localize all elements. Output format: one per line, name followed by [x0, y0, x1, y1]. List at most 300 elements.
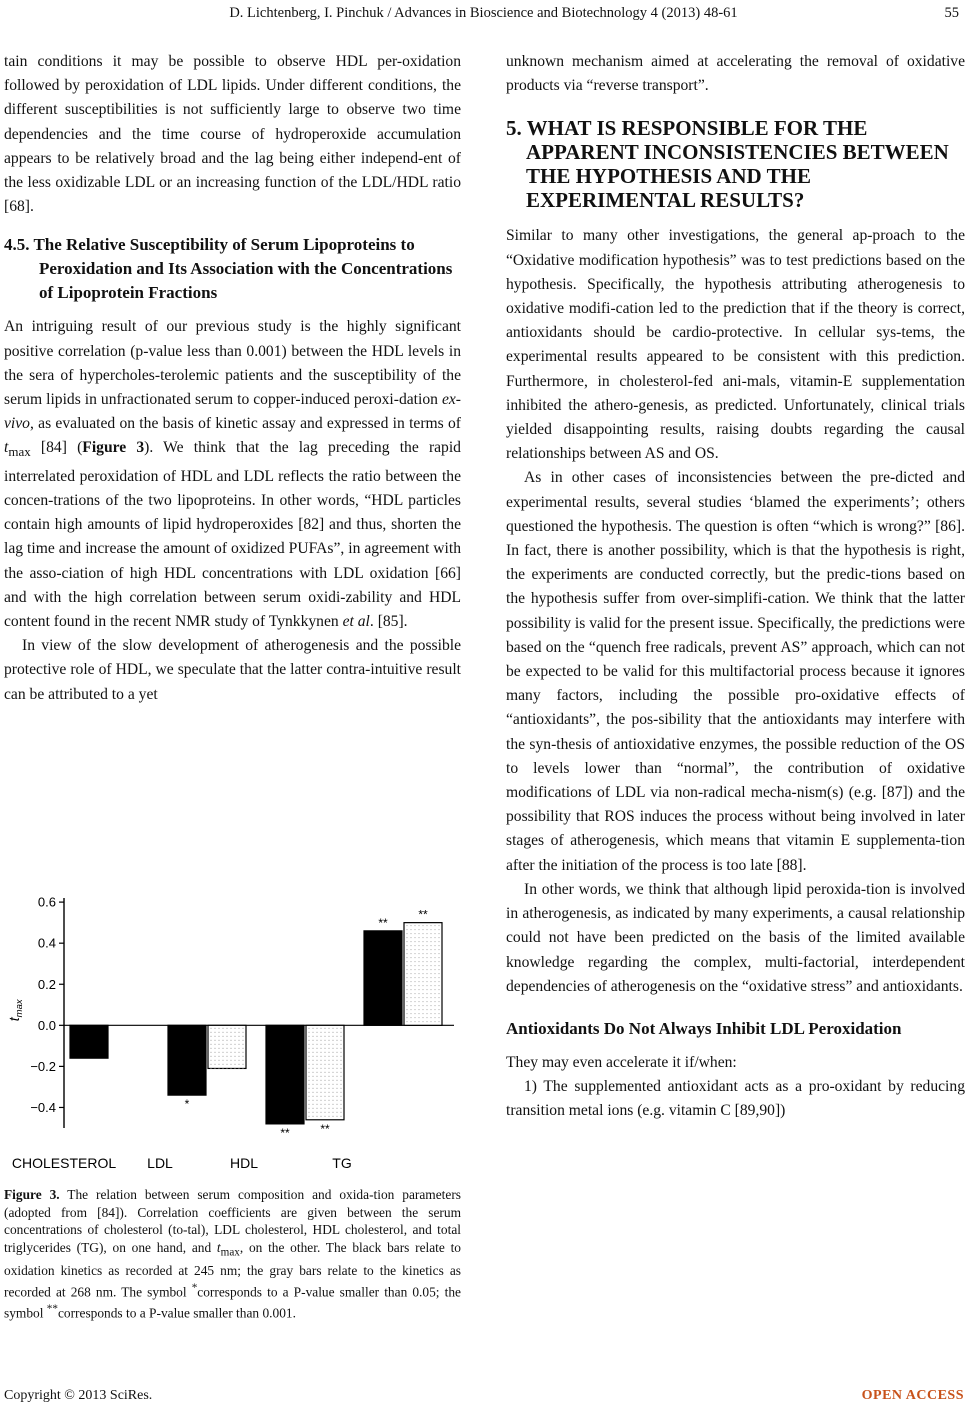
bar-stipple-dot	[406, 961, 407, 962]
bar-stipple-dot	[430, 961, 431, 962]
bar-stipple-dot	[422, 1001, 423, 1002]
bar-stipple-dot	[308, 1068, 309, 1069]
bar-stipple-dot	[222, 1036, 223, 1037]
bar-stipple-dot	[308, 1100, 309, 1101]
bar-stipple-dot	[422, 965, 423, 966]
bar-stipple-dot	[214, 1032, 215, 1033]
bar-stipple-dot	[320, 1064, 321, 1065]
bar-stipple-dot	[426, 969, 427, 970]
left-column	[4, 50, 461, 707]
bar-stipple-dot	[218, 1064, 219, 1065]
bar-stipple-dot	[422, 945, 423, 946]
bar-stipple-dot	[234, 1028, 235, 1029]
bar-stipple-dot	[340, 1084, 341, 1085]
bar-stipple-dot	[410, 933, 411, 934]
bar-stipple-dot	[328, 1056, 329, 1057]
y-axis-label-subscript: max	[14, 999, 25, 1018]
bar-stipple-dot	[438, 1001, 439, 1002]
bar-stipple-dot	[234, 1044, 235, 1045]
bar-stipple-dot	[422, 1021, 423, 1022]
bar-stipple-dot	[312, 1092, 313, 1093]
y-tick-label: −0.4	[30, 1099, 56, 1115]
running-header	[0, 2, 967, 26]
bar-stipple-dot	[414, 1017, 415, 1018]
bar-stipple-dot	[332, 1052, 333, 1053]
bar-stipple-dot	[238, 1056, 239, 1057]
bar-stipple-dot	[422, 933, 423, 934]
bar-stipple-dot	[418, 1001, 419, 1002]
bar-stipple-dot	[328, 1076, 329, 1077]
bar-stipple-dot	[414, 941, 415, 942]
y-tick-label: 0.2	[37, 976, 56, 992]
bar-stipple-dot	[214, 1048, 215, 1049]
bar-stipple-dot	[214, 1068, 215, 1069]
bar-stipple-dot	[332, 1048, 333, 1049]
bar-stipple-dot	[410, 925, 411, 926]
bar-stipple-dot	[336, 1056, 337, 1057]
bar-stipple-dot	[238, 1036, 239, 1037]
bar-stipple-dot	[308, 1080, 309, 1081]
bar-stipple-dot	[438, 925, 439, 926]
x-category-label: TG	[332, 1155, 352, 1171]
bar-stipple-dot	[406, 933, 407, 934]
bar-stipple-dot	[312, 1112, 313, 1113]
bar-stipple-dot	[340, 1104, 341, 1105]
bar-stipple-dot	[406, 937, 407, 938]
bar-stipple-dot	[328, 1052, 329, 1053]
bar-stipple-dot	[332, 1088, 333, 1089]
bar-stipple-dot	[308, 1044, 309, 1045]
bar-stipple-dot	[238, 1032, 239, 1033]
bar-stipple-dot	[324, 1056, 325, 1057]
bar-stipple-dot	[316, 1084, 317, 1085]
bar-stipple-dot	[414, 977, 415, 978]
bar-stipple-dot	[414, 1001, 415, 1002]
bar-stipple-dot	[336, 1084, 337, 1085]
bar-stipple-dot	[230, 1048, 231, 1049]
bar-stipple-dot	[414, 981, 415, 982]
left-paragraph-2: An intriguing result of our previous study is the highly significant positive correlation (p-value less than 0.001) between the HDL levels in the sera of hypercholes-terolemic patients and the susceptibility of the serum lipids in unfractionated serum to copper-induced peroxi-dation ex-vivo, as evaluated on the basis of kinetic assay and expressed in terms of $t_{max}$ [84] (Figure 3). We think that the lag preceding the rapid interrelated peroxidation of HDL and LDL reflects the ratio between the concen-trations of the two lipoproteins. In other words, “HDL particles contain high amounts of lipid hydroperoxides [82] and thus, shorten the lag time and increase the amount of oxidized PUFAs”, in agreement with the asso-ciation of high HDL concentrations with LDL oxidation [66] and with the high correlation between serum oxidi-zability and HDL content found in the recent NMR study of Tynkkynen et al. [85].	[4, 318, 461, 630]
bar-stipple-dot	[418, 1005, 419, 1006]
bar-stipple-dot	[336, 1092, 337, 1093]
bar-stipple-dot	[410, 953, 411, 954]
bar-stipple-dot	[328, 1096, 329, 1097]
bar-stipple-dot	[414, 1005, 415, 1006]
bar-stipple-dot	[242, 1040, 243, 1041]
bar-stipple-dot	[210, 1040, 211, 1041]
bar-stipple-dot	[332, 1068, 333, 1069]
bar-stipple-dot	[438, 1021, 439, 1022]
bar-stipple-dot	[336, 1100, 337, 1101]
bar-stipple-dot	[332, 1100, 333, 1101]
bar-stipple-dot	[438, 989, 439, 990]
bar-stipple-dot	[214, 1060, 215, 1061]
bar-stipple-dot	[418, 949, 419, 950]
bar-stipple-dot	[320, 1040, 321, 1041]
bar-stipple-dot	[430, 969, 431, 970]
bar-stipple-dot	[320, 1060, 321, 1061]
bar-chart-svg	[4, 890, 464, 1190]
bar-stipple-dot	[238, 1052, 239, 1053]
bar-stipple-dot	[332, 1104, 333, 1105]
bar-stipple-dot	[426, 1017, 427, 1018]
bar-stipple-dot	[418, 961, 419, 962]
bar-stipple-dot	[324, 1060, 325, 1061]
bar-stipple-dot	[418, 981, 419, 982]
bar-stipple-dot	[406, 1017, 407, 1018]
bar-stipple-dot	[226, 1056, 227, 1057]
bar-stipple-dot	[406, 1013, 407, 1014]
bar-stipple-dot	[316, 1072, 317, 1073]
bar-stipple-dot	[324, 1036, 325, 1037]
bar-stipple-dot	[410, 989, 411, 990]
bar-stipple-dot	[320, 1080, 321, 1081]
bar-stipple-dot	[410, 929, 411, 930]
significance-marker: **	[320, 1121, 330, 1136]
bar-stipple-dot	[434, 981, 435, 982]
bar-stipple-dot	[214, 1040, 215, 1041]
bar-stipple-dot	[418, 993, 419, 994]
bar-stipple-dot	[340, 1116, 341, 1117]
bar-stipple-dot	[430, 989, 431, 990]
bar-stipple-dot	[406, 993, 407, 994]
bar-stipple-dot	[332, 1108, 333, 1109]
bar-stipple-dot	[430, 957, 431, 958]
bar-stipple-dot	[438, 929, 439, 930]
bar-stipple-dot	[430, 953, 431, 954]
bar-stipple-dot	[340, 1096, 341, 1097]
figure-3-reference: Figure 3	[82, 439, 145, 457]
bar-stipple-dot	[414, 997, 415, 998]
bar-stipple-dot	[410, 937, 411, 938]
bar-stipple-dot	[328, 1116, 329, 1117]
bar-stipple-dot	[426, 993, 427, 994]
bar-stipple-dot	[312, 1028, 313, 1029]
bar-stipple-dot	[430, 1017, 431, 1018]
bar-stipple-dot	[418, 989, 419, 990]
bar-stipple-dot	[414, 989, 415, 990]
bar-stipple-dot	[222, 1040, 223, 1041]
bar-stipple-dot	[340, 1088, 341, 1089]
bar-stipple-dot	[406, 1021, 407, 1022]
bar-stipple-dot	[210, 1028, 211, 1029]
significance-marker: *	[184, 1097, 190, 1112]
bar-stipple-dot	[312, 1068, 313, 1069]
bar-stipple-dot	[406, 925, 407, 926]
bar-stipple-dot	[238, 1064, 239, 1065]
bar-stipple-dot	[308, 1032, 309, 1033]
bar-stipple-dot	[218, 1044, 219, 1045]
significance-marker: **	[418, 907, 428, 922]
bar-stipple-dot	[328, 1072, 329, 1073]
page-number: 55	[944, 5, 959, 21]
bar-stipple-dot	[324, 1116, 325, 1117]
bar-stipple-dot	[230, 1028, 231, 1029]
bar-stipple-dot	[230, 1056, 231, 1057]
bar-stipple-dot	[422, 981, 423, 982]
bar-stipple-dot	[340, 1036, 341, 1037]
bar-stipple-dot	[422, 985, 423, 986]
bar-stipple-dot	[406, 949, 407, 950]
bar-stipple-dot	[242, 1032, 243, 1033]
bar-stipple-dot	[340, 1052, 341, 1053]
section-5-heading: 5. WHAT IS RESPONSIBLE FOR THE APPARENT INCONSISTENCIES BETWEEN THE HYPOTHESIS AND THE EXPERIMENTAL RESULTS?	[506, 116, 949, 213]
bar-stipple-dot	[230, 1068, 231, 1069]
bar-stipple-dot	[316, 1092, 317, 1093]
bar-stipple-dot	[316, 1100, 317, 1101]
bar-stipple-dot	[242, 1056, 243, 1057]
bar-stipple-dot	[320, 1068, 321, 1069]
bar-stipple-dot	[426, 941, 427, 942]
bar-stipple-dot	[340, 1080, 341, 1081]
bar-stipple-dot	[414, 1013, 415, 1014]
bar-stipple-dot	[438, 949, 439, 950]
bar-stipple-dot	[434, 929, 435, 930]
bar-stipple-dot	[312, 1060, 313, 1061]
bar-stipple-dot	[222, 1044, 223, 1045]
bar-stipple-dot	[340, 1068, 341, 1069]
bar-stipple-dot	[406, 1001, 407, 1002]
bar-stipple-dot	[316, 1036, 317, 1037]
bar-stipple-dot	[426, 961, 427, 962]
bar-stipple-dot	[426, 1005, 427, 1006]
bar-stipple-dot	[434, 1009, 435, 1010]
bar-stipple-dot	[210, 1068, 211, 1069]
bar-stipple-dot	[406, 965, 407, 966]
bar-stipple-dot	[222, 1056, 223, 1057]
bar-stipple-dot	[320, 1108, 321, 1109]
bar-stipple-dot	[418, 945, 419, 946]
bar-stipple-dot	[414, 929, 415, 930]
bar-stipple-dot	[336, 1080, 337, 1081]
bar-stipple-dot	[238, 1040, 239, 1041]
bar-stipple-dot	[336, 1068, 337, 1069]
bar-stipple-dot	[422, 993, 423, 994]
bar-stipple-dot	[312, 1084, 313, 1085]
bar-stipple-dot	[332, 1056, 333, 1057]
bar-series-1-tg	[364, 931, 402, 1025]
bar-stipple-dot	[422, 949, 423, 950]
left-paragraph-1: tain conditions it may be possible to observe HDL per-oxidation followed by peroxidation of LDL lipids. Under different conditions, the different susceptibilities is not sufficiently large to observe two time dependencies and the time course of hydroperoxide accumulation appears to be relatively broad and the lag being either independ-ent of the less oxidizable LDL or an increasing function of the LDL/HDL ratio [68].	[4, 53, 461, 216]
bar-stipple-dot	[336, 1104, 337, 1105]
bar-stipple-dot	[312, 1108, 313, 1109]
bar-stipple-dot	[434, 1021, 435, 1022]
section-4-5-heading: 4.5. The Relative Susceptibility of Serum Lipoproteins to Peroxidation and Its Association with the Concentrations of Lipoprotein Fractions	[4, 235, 453, 303]
bar-stipple-dot	[242, 1052, 243, 1053]
bar-stipple-dot	[434, 977, 435, 978]
bar-stipple-dot	[308, 1096, 309, 1097]
bar-stipple-dot	[438, 969, 439, 970]
bar-stipple-dot	[308, 1060, 309, 1061]
bar-stipple-dot	[242, 1036, 243, 1037]
bar-stipple-dot	[418, 977, 419, 978]
bar-stipple-dot	[324, 1064, 325, 1065]
bar-stipple-dot	[316, 1088, 317, 1089]
bar-stipple-dot	[340, 1048, 341, 1049]
bar-stipple-dot	[438, 1013, 439, 1014]
bar-stipple-dot	[328, 1100, 329, 1101]
bar-stipple-dot	[328, 1084, 329, 1085]
bar-stipple-dot	[434, 1001, 435, 1002]
bar-stipple-dot	[332, 1080, 333, 1081]
bar-stipple-dot	[320, 1084, 321, 1085]
bar-stipple-dot	[230, 1036, 231, 1037]
bar-stipple-dot	[320, 1112, 321, 1113]
bar-stipple-dot	[406, 969, 407, 970]
bar-stipple-dot	[434, 945, 435, 946]
bar-stipple-dot	[320, 1088, 321, 1089]
copyright-notice: Copyright © 2013 SciRes.	[4, 1388, 153, 1403]
bar-stipple-dot	[434, 949, 435, 950]
bar-stipple-dot	[414, 953, 415, 954]
right-paragraph-5: They may even accelerate it if/when:	[506, 1053, 737, 1071]
bar-stipple-dot	[328, 1060, 329, 1061]
bar-stipple-dot	[332, 1092, 333, 1093]
bar-stipple-dot	[426, 973, 427, 974]
bar-stipple-dot	[328, 1104, 329, 1105]
bar-series-1-hdl	[266, 1025, 304, 1124]
bar-stipple-dot	[242, 1064, 243, 1065]
bar-stipple-dot	[422, 989, 423, 990]
bar-stipple-dot	[434, 937, 435, 938]
bar-stipple-dot	[312, 1100, 313, 1101]
bar-stipple-dot	[418, 925, 419, 926]
bar-stipple-dot	[328, 1112, 329, 1113]
bar-stipple-dot	[422, 941, 423, 942]
figure-3-chart	[4, 890, 464, 1190]
bar-stipple-dot	[418, 1017, 419, 1018]
bar-stipple-dot	[438, 945, 439, 946]
bar-stipple-dot	[332, 1028, 333, 1029]
bar-stipple-dot	[316, 1056, 317, 1057]
bar-stipple-dot	[226, 1068, 227, 1069]
bar-stipple-dot	[234, 1068, 235, 1069]
bar-stipple-dot	[328, 1028, 329, 1029]
x-category-label: HDL	[229, 1155, 259, 1171]
bar-stipple-dot	[414, 949, 415, 950]
bar-stipple-dot	[410, 1013, 411, 1014]
bar-stipple-dot	[438, 1017, 439, 1018]
bar-stipple-dot	[438, 1005, 439, 1006]
bar-stipple-dot	[312, 1116, 313, 1117]
bar-stipple-dot	[210, 1044, 211, 1045]
bar-stipple-dot	[410, 993, 411, 994]
bar-stipple-dot	[418, 929, 419, 930]
bar-stipple-dot	[406, 977, 407, 978]
bar-stipple-dot	[418, 937, 419, 938]
bar-stipple-dot	[320, 1044, 321, 1045]
bar-stipple-dot	[430, 937, 431, 938]
bar-stipple-dot	[430, 997, 431, 998]
bar-stipple-dot	[426, 989, 427, 990]
bar-stipple-dot	[422, 973, 423, 974]
bar-stipple-dot	[328, 1064, 329, 1065]
significance-marker: **	[378, 915, 388, 930]
bar-stipple-dot	[316, 1104, 317, 1105]
bar-stipple-dot	[218, 1052, 219, 1053]
bar-stipple-dot	[308, 1052, 309, 1053]
bar-stipple-dot	[320, 1092, 321, 1093]
bar-stipple-dot	[414, 985, 415, 986]
bar-stipple-dot	[438, 973, 439, 974]
bar-stipple-dot	[218, 1068, 219, 1069]
bar-stipple-dot	[324, 1104, 325, 1105]
bar-stipple-dot	[312, 1080, 313, 1081]
y-tick-label: 0.0	[37, 1017, 56, 1033]
bar-stipple-dot	[234, 1032, 235, 1033]
bar-stipple-dot	[328, 1088, 329, 1089]
bar-stipple-dot	[426, 997, 427, 998]
bar-stipple-dot	[406, 981, 407, 982]
bar-stipple-dot	[410, 941, 411, 942]
bar-stipple-dot	[336, 1044, 337, 1045]
bar-stipple-dot	[430, 993, 431, 994]
bar-stipple-dot	[410, 945, 411, 946]
bar-stipple-dot	[340, 1056, 341, 1057]
bar-stipple-dot	[328, 1080, 329, 1081]
bar-stipple-dot	[332, 1040, 333, 1041]
bar-stipple-dot	[410, 1017, 411, 1018]
bar-stipple-dot	[434, 1013, 435, 1014]
bar-stipple-dot	[418, 1013, 419, 1014]
bar-stipple-dot	[418, 933, 419, 934]
bar-stipple-dot	[214, 1056, 215, 1057]
bar-stipple-dot	[422, 969, 423, 970]
bar-stipple-dot	[320, 1036, 321, 1037]
bar-stipple-dot	[414, 969, 415, 970]
bar-stipple-dot	[410, 973, 411, 974]
bar-stipple-dot	[426, 945, 427, 946]
bar-stipple-dot	[222, 1048, 223, 1049]
bar-stipple-dot	[418, 1009, 419, 1010]
bar-stipple-dot	[336, 1032, 337, 1033]
bar-stipple-dot	[430, 973, 431, 974]
bar-stipple-dot	[340, 1108, 341, 1109]
bar-stipple-dot	[418, 969, 419, 970]
bar-stipple-dot	[414, 933, 415, 934]
bar-stipple-dot	[210, 1056, 211, 1057]
bar-stipple-dot	[438, 1009, 439, 1010]
bar-stipple-dot	[242, 1060, 243, 1061]
bar-stipple-dot	[340, 1044, 341, 1045]
bar-stipple-dot	[316, 1076, 317, 1077]
bar-stipple-dot	[434, 925, 435, 926]
bar-stipple-dot	[426, 1013, 427, 1014]
bar-stipple-dot	[222, 1028, 223, 1029]
bar-stipple-dot	[230, 1064, 231, 1065]
bar-stipple-dot	[308, 1072, 309, 1073]
bar-stipple-dot	[336, 1112, 337, 1113]
bar-stipple-dot	[308, 1116, 309, 1117]
bar-stipple-dot	[410, 969, 411, 970]
bar-stipple-dot	[316, 1048, 317, 1049]
bar-stipple-dot	[242, 1044, 243, 1045]
bar-stipple-dot	[234, 1060, 235, 1061]
bar-stipple-dot	[410, 1005, 411, 1006]
bar-stipple-dot	[308, 1092, 309, 1093]
bar-stipple-dot	[238, 1060, 239, 1061]
bar-stipple-dot	[414, 993, 415, 994]
right-column	[506, 50, 965, 1124]
bar-stipple-dot	[430, 929, 431, 930]
bar-stipple-dot	[312, 1044, 313, 1045]
y-axis-label: $t_{max}$	[6, 999, 25, 1022]
bar-stipple-dot	[320, 1100, 321, 1101]
bar-stipple-dot	[430, 925, 431, 926]
bar-stipple-dot	[434, 993, 435, 994]
figure-3-caption: Figure 3. The relation between serum composition and oxida-tion parameters (adopted from [84]). Correlation coefficients are given between the serum concentrations of cholesterol (to-tal), LDL cholesterol, HDL cholesterol, and total triglycerides (TG), on one hand, and $t_{max}$, on the other. The black bars relate to oxidation kinetics as recorded at 245 nm; the gray bars relate to the kinetics as recorded at 268 nm. The symbol *corresponds to a P-value smaller than 0.05; the symbol **corresponds to a P-value smaller than 0.001.	[4, 1187, 461, 1321]
bar-stipple-dot	[328, 1032, 329, 1033]
